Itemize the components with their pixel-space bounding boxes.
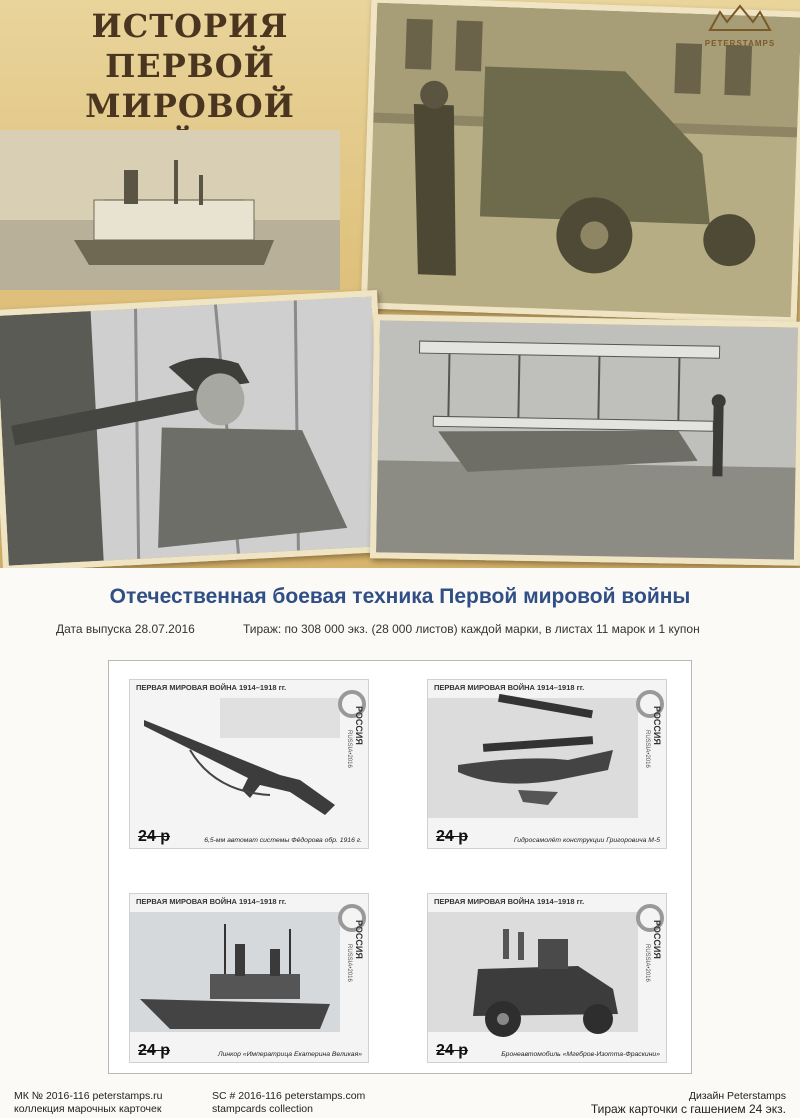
stamp-m5-seaplane bbox=[427, 679, 667, 849]
stamp-country: РОССИЯ bbox=[354, 920, 364, 959]
footer-postmark-run: Тираж карточки с гашением 24 экз. bbox=[590, 1102, 786, 1116]
stamp-year: RUSSIA•2016 bbox=[346, 944, 352, 982]
ship-photo bbox=[0, 130, 340, 290]
footer-design: Дизайн Peterstamps bbox=[688, 1090, 786, 1102]
title-line: ПЕРВОЙ МИРОВОЙ bbox=[85, 47, 295, 125]
footer-catalog-ru: МК № 2016-116 peterstamps.ru bbox=[14, 1090, 163, 1102]
gunner-photo bbox=[0, 290, 391, 568]
stamp-country: РОССИЯ bbox=[652, 920, 662, 959]
stamp-caption: Линкор «Императрица Екатерина Великая» bbox=[217, 1051, 362, 1058]
stamp-title: ПЕРВАЯ МИРОВАЯ ВОЙНА 1914–1918 гг. bbox=[434, 897, 585, 906]
stamp-fedorov-rifle bbox=[129, 679, 369, 849]
stamp-year: RUSSIA•2016 bbox=[346, 730, 352, 768]
title-line: ИСТОРИЯ bbox=[91, 7, 289, 45]
stamp-caption: Гидросамолёт конструкции Григоровича М-5 bbox=[513, 837, 660, 844]
stamp-title: ПЕРВАЯ МИРОВАЯ ВОЙНА 1914–1918 гг. bbox=[434, 683, 585, 692]
stamp-value: 24 р bbox=[436, 1042, 469, 1059]
footer-left bbox=[14, 1090, 163, 1116]
stamp-year: RUSSIA•2016 bbox=[644, 730, 650, 768]
stamp-value: 24 р bbox=[436, 828, 469, 845]
stamp-battleship bbox=[129, 893, 369, 1063]
stamp-value: 24 р bbox=[138, 1042, 171, 1059]
logo-mark-icon bbox=[705, 4, 775, 34]
logo-text: PETERSTAMPS bbox=[704, 39, 776, 48]
stamp-caption: Бронеавтомобиль «Мгебров-Изотта-Фраскини» bbox=[501, 1051, 660, 1058]
stamp-sheet bbox=[108, 660, 692, 1074]
issue-date: Дата выпуска 28.07.2016 bbox=[56, 622, 195, 636]
stamp-value: 24 р bbox=[138, 828, 171, 845]
footer-collection-ru: коллекция марочных карточек bbox=[14, 1103, 162, 1115]
stamp-armored-car bbox=[427, 893, 667, 1063]
issue-heading: Отечественная боевая техника Первой мировой войны bbox=[109, 585, 691, 608]
stamp-caption: 6,5-мм автомат системы Фёдорова обр. 1916 г. bbox=[204, 837, 362, 844]
circulation: Тираж: по 308 000 экз. (28 000 листов) каждой марки, в листах 11 марок и 1 купон bbox=[243, 622, 700, 636]
stamp-year: RUSSIA•2016 bbox=[644, 944, 650, 982]
footer-right bbox=[591, 1090, 786, 1116]
stamp-title: ПЕРВАЯ МИРОВАЯ ВОЙНА 1914–1918 гг. bbox=[136, 897, 287, 906]
footer-catalog-en: SC # 2016-116 peterstamps.com bbox=[212, 1090, 366, 1102]
peterstamps-logo bbox=[690, 4, 790, 52]
footer-collection-en: stampcards collection bbox=[212, 1103, 313, 1115]
stamp-title: ПЕРВАЯ МИРОВАЯ ВОЙНА 1914–1918 гг. bbox=[136, 683, 287, 692]
stamp-country: РОССИЯ bbox=[652, 706, 662, 745]
stamp-country: РОССИЯ bbox=[354, 706, 364, 745]
seaplane-photo bbox=[370, 314, 800, 565]
footer-middle bbox=[212, 1090, 365, 1116]
